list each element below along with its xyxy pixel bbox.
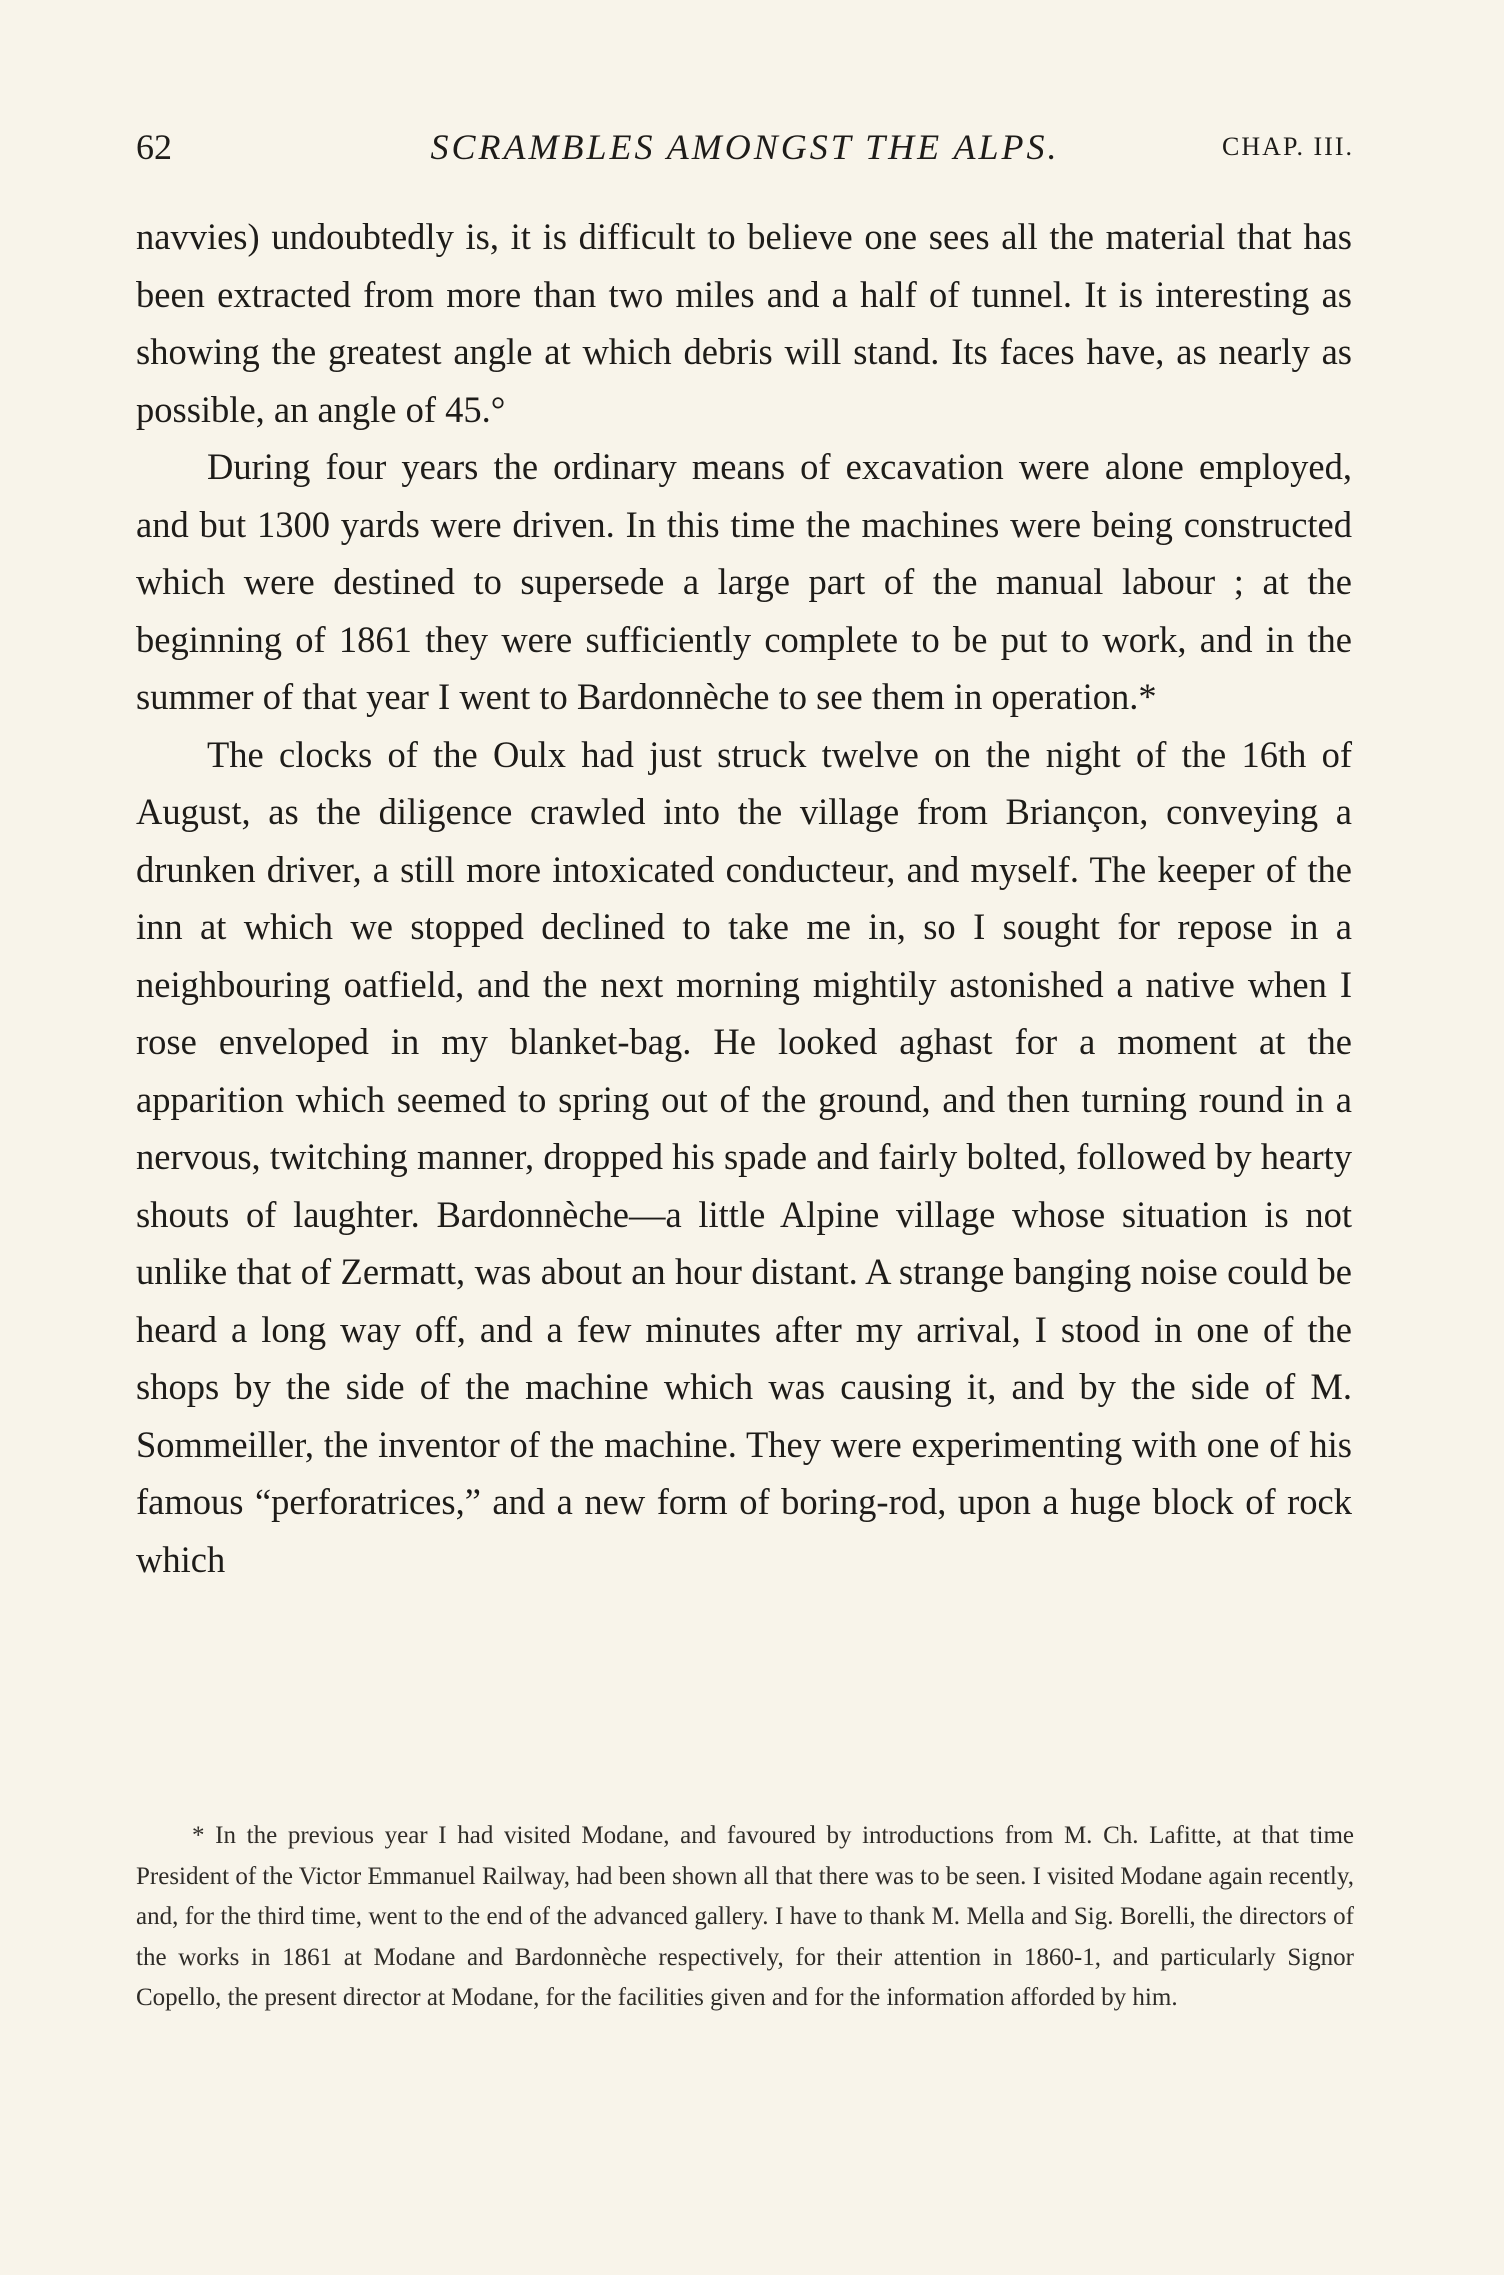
running-head <box>136 126 1354 172</box>
body-text <box>136 208 1352 1588</box>
paragraph-continued: navvies) undoubtedly is, it is difficult to believe one sees all the material that has been extracted from more than two miles and a half of tunnel. It is interesting as showing the greatest angle at which debris will stand. Its faces have, as nearly as possible, an angle of 45.° <box>136 216 1352 430</box>
paragraph-bardonneche: The clocks of the Oulx had just struck twelve on the night of the 16th of August, as the diligence crawled into the village from Briançon, conveying a drunken driver, a still more intoxicated conducteur, and myself. The keeper of the inn at which we stopped declined to take me in, so I sought for repose in a neighbouring oatfield, and the next morning mightily astonished a native when I rose enveloped in my blanket-bag. He looked aghast for a moment at the apparition which seemed to spring out of the ground, and then turning round in a nervous, twitching manner, dropped his spade and fairly bolted, followed by hearty shouts of laughter. Bardonnèche—a little Alpine village whose situation is not unlike that of Zermatt, was about an hour distant. A strange banging noise could be heard a long way off, and a few minutes after my arrival, I stood in one of the shops by the side of the machine which was causing it, and by the side of M. Sommeiller, the inventor of the machine. They were experimenting with one of his famous “perforatrices,” and a new form of boring-rod, upon a huge block of rock which <box>136 733 1352 1580</box>
footnote: * In the previous year I had visited Modane, and favoured by introductions from M. Ch. Lafitte, at that time President of the Victor Emmanuel Railway, had been shown all that there was to be seen. I visited Modane again recently, and, for the third time, went to the end of the advanced gallery. I have to thank M. Mella and Sig. Borelli, the directors of the works in 1861 at Modane and Bardonnèche respectively, for their attention in 1860-1, and particularly Signor Copello, the present director at Modane, for the facilities given and for the information afforded by him. <box>136 1822 1354 2011</box>
page-number: 62 <box>136 127 172 167</box>
running-title: SCRAMBLES AMONGST THE ALPS. <box>430 127 1060 167</box>
chapter-label: CHAP. III. <box>1222 132 1354 161</box>
paragraph-excavation: During four years the ordinary means of excavation were alone employed, and but 1300 yards were driven. In this time the machines were being constructed which were destined to supersede a large part of the manual labour ; at the beginning of 1861 they were sufficiently complete to be put to work, and in the summer of that year I went to Bardonnèche to see them in operation.* <box>136 446 1352 717</box>
